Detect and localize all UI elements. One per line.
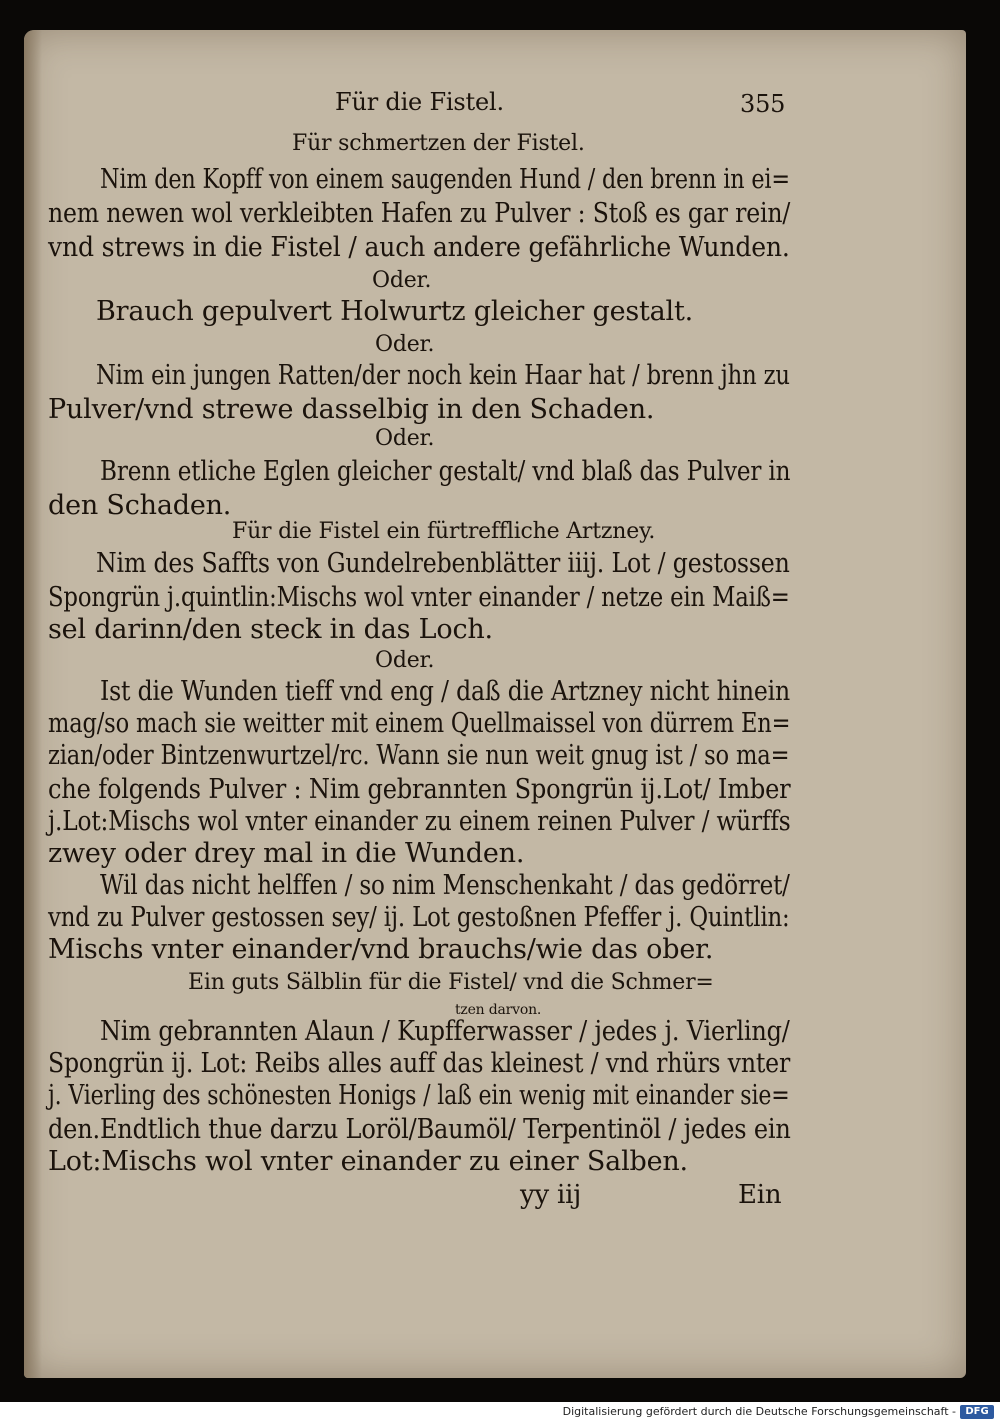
text-line: Lot:Mischs wol vnter einander zu einer Salben. [48,1146,688,1177]
signature-mark: yy iij [520,1180,582,1210]
text-line: j. Vierling des schönesten Honigs / laß ein wenig mit einander sie= [48,1080,790,1111]
text-line: sel darinn/den steck in das Loch. [48,614,493,645]
oder-separator: Oder. [375,648,435,673]
text-line: zwey oder drey mal in die Wunden. [48,838,525,869]
running-head: Für die Fistel. [335,88,504,116]
text-line: Pulver/vnd strewe dasselbig in den Schaden. [48,394,655,425]
section-heading-continuation: tzen darvon. [455,1002,542,1018]
text-line: mag/so mach sie weitter mit einem Quellmaissel von dürrem En= [48,708,791,739]
oder-separator: Oder. [372,268,432,293]
text-line: nem newen wol verkleibten Hafen zu Pulver : Stoß es gar rein/ [48,198,791,229]
text-line: Mischs vnter einander/vnd brauchs/wie das ober. [48,934,714,965]
text-line: den.Endtlich thue darzu Loröl/Baumöl/ Terpentinöl / jedes ein [48,1114,791,1145]
text-line: Brenn etliche Eglen gleicher gestalt/ vnd blaß das Pulver in [100,456,791,487]
text-line: Nim ein jungen Ratten/der noch kein Haar hat / brenn jhn zu [96,360,790,391]
text-line: Wil das nicht helffen / so nim Menschenkaht / das gedörret/ [100,870,790,901]
text-line: zian/oder Bintzenwurtzel/rc. Wann sie nun weit gnug ist / so ma= [48,740,790,771]
page-gutter-shadow [24,30,42,1378]
text-line: Nim des Saffts von Gundelrebenblätter iiij. Lot / gestossen [96,548,790,579]
text-line: vnd strews in die Fistel / auch andere gefährliche Wunden. [48,232,790,263]
section-heading: Ein guts Sälblin für die Fistel/ vnd die Schmer= [188,970,714,995]
section-heading: Für schmertzen der Fistel. [292,131,585,156]
page-number: 355 [740,90,786,118]
dfg-logo: DFG [960,1405,994,1419]
text-line: Spongrün ij. Lot: Reibs alles auff das kleinest / vnd rhürs vnter [48,1048,791,1079]
text-line: Nim gebrannten Alaun / Kupfferwasser / jedes j. Vierling/ [100,1016,790,1047]
text-line: Spongrün j.quintlin:Mischs wol vnter einander / netze ein Maiß= [48,582,790,613]
text-line: che folgends Pulver : Nim gebrannten Spongrün ij.Lot/ Imber [48,774,791,805]
funding-credit: Digitalisierung gefördert durch die Deutsche Forschungsgemeinschaft - [562,1405,956,1418]
text-line: vnd zu Pulver gestossen sey/ ij. Lot gestoßnen Pfeffer j. Quintlin: [48,902,790,933]
text-line: Nim den Kopff von einem saugenden Hund / den brenn in ei= [100,164,790,195]
oder-separator: Oder. [375,426,435,451]
text-line: Brauch gepulvert Holwurtz gleicher gestalt. [96,296,694,327]
text-line: j.Lot:Mischs wol vnter einander zu einem reinen Pulver / würffs [48,806,791,837]
text-line: Ist die Wunden tieff vnd eng / daß die Artzney nicht hinein [100,676,791,707]
section-heading: Für die Fistel ein fürtreffliche Artzney. [232,519,656,544]
text-line: den Schaden. [48,490,232,521]
oder-separator: Oder. [375,332,435,357]
catchword: Ein [738,1180,782,1210]
